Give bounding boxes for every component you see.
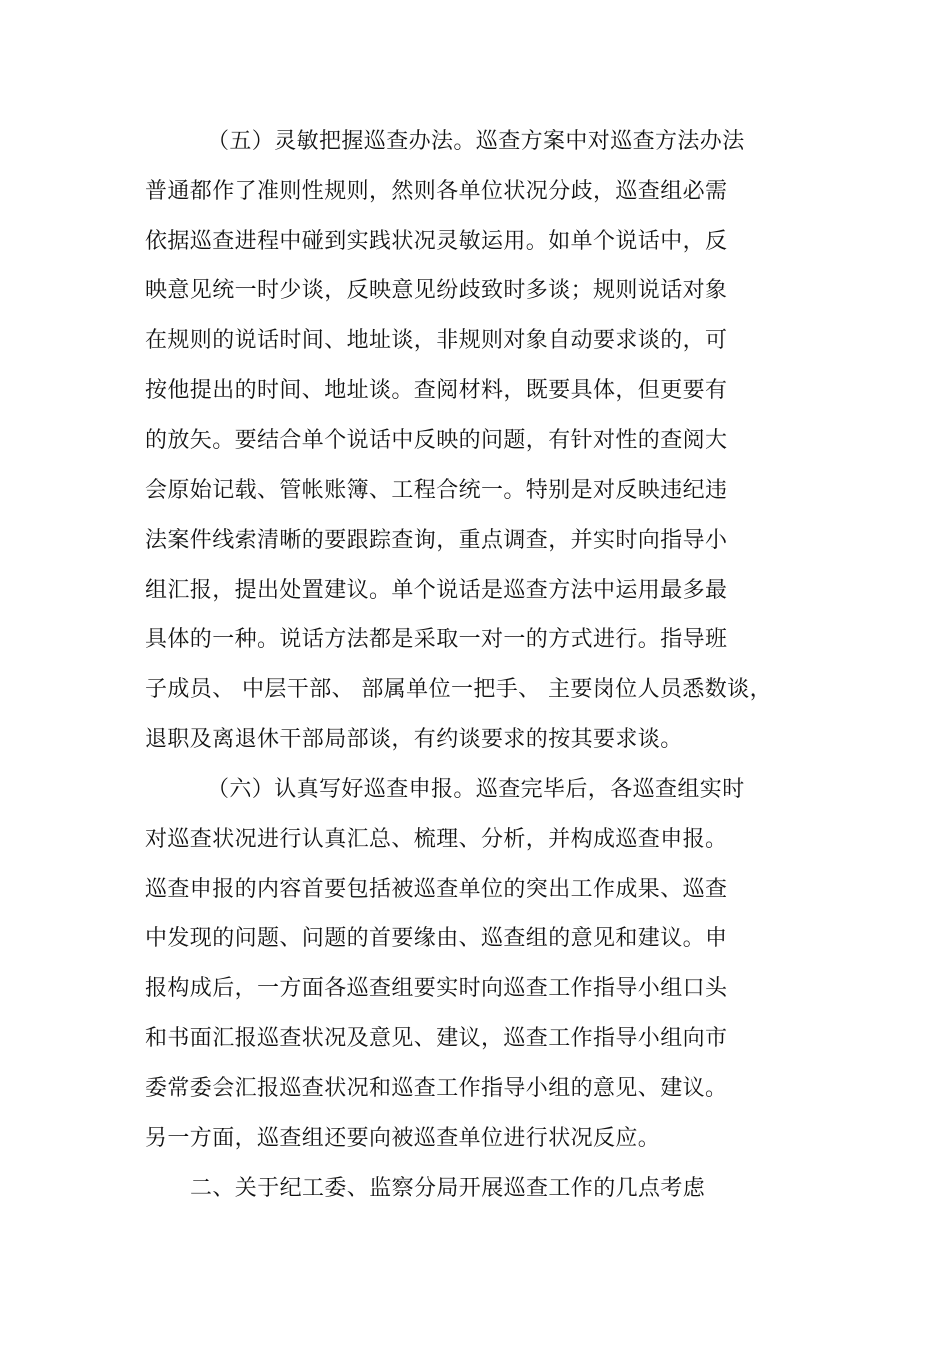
paragraph-5-line-9: 法案件线索清晰的要跟踪查询，重点调查，并实时向指导小 <box>145 528 728 553</box>
paragraph-6-line-8: 另一方面，巡查组还要向被巡查单位进行状况反应。 <box>145 1126 661 1151</box>
paragraph-5-line-2: 普通都作了准则性规则，然则各单位状况分歧，巡查组必需 <box>145 179 728 204</box>
paragraph-5-line-5: 在规则的说话时间、地址谈，非规则对象自动要求谈的，可 <box>145 328 728 353</box>
paragraph-5-line-8: 会原始记载、管帐账簿、工程合统一。特别是对反映违纪违 <box>145 478 728 503</box>
paragraph-6-line-6: 和书面汇报巡查状况及意见、建议，巡查工作指导小组向市 <box>145 1026 728 1051</box>
paragraph-5-line-10: 组汇报，提出处置建议。单个说话是巡查方法中运用最多最 <box>145 578 728 603</box>
section-heading-2: 二、关于纪工委、监察分局开展巡查工作的几点考虑 <box>190 1176 706 1201</box>
paragraph-5-line-6: 按他提出的时间、地址谈。查阅材料，既要具体，但更要有 <box>145 378 728 403</box>
paragraph-5-line-12: 子成员、 中层干部、 部属单位一把手、 主要岗位人员悉数谈， <box>145 677 772 702</box>
paragraph-6-line-1: （六）认真写好巡查申报。巡查完毕后，各巡查组实时 <box>207 777 745 802</box>
paragraph-5-line-3: 依据巡查进程中碰到实践状况灵敏运用。如单个说话中，反 <box>145 229 728 254</box>
paragraph-6-line-4: 中发现的问题、问题的首要缘由、巡查组的意见和建议。申 <box>145 926 728 951</box>
paragraph-6-line-2: 对巡查状况进行认真汇总、梳理、分析，并构成巡查申报。 <box>145 827 728 852</box>
paragraph-5-line-1: （五）灵敏把握巡查办法。巡查方案中对巡查方法办法 <box>207 129 745 154</box>
paragraph-5-line-13: 退职及离退休干部局部谈，有约谈要求的按其要求谈。 <box>145 727 683 752</box>
paragraph-5-line-7: 的放矢。要结合单个说话中反映的问题，有针对性的查阅大 <box>145 428 728 453</box>
paragraph-5-line-4: 映意见统一时少谈，反映意见纷歧致时多谈；规则说话对象 <box>145 278 728 303</box>
paragraph-6-line-3: 巡查申报的内容首要包括被巡查单位的突出工作成果、巡查 <box>145 877 728 902</box>
paragraph-6-line-7: 委常委会汇报巡查状况和巡查工作指导小组的意见、建议。 <box>145 1076 728 1101</box>
paragraph-6-line-5: 报构成后，一方面各巡查组要实时向巡查工作指导小组口头 <box>145 976 728 1001</box>
paragraph-5-line-11: 具体的一种。说话方法都是采取一对一的方式进行。指导班 <box>145 627 728 652</box>
